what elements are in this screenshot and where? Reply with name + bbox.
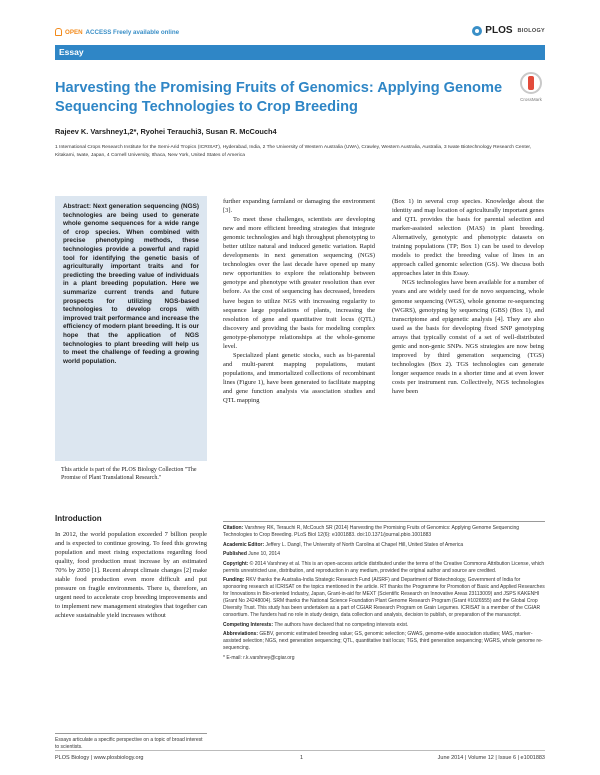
abbrev-text: GEBV, genomic estimated breeding value; GS, genomic selection; GWAS, genome-wide association studies; MAS, marker-assisted selection; NGS, next generation sequencing; QTL, quantitative trait locus; TGS, third generation sequencing; WGRS, whole genome re-sequencing. <box>223 631 543 651</box>
introduction-text: In 2012, the world population exceeded 7 billion people and is expected to continue growing. To feed this growing population and meet rising expectations regarding food quality, food production must increase by an estimated 70% by 2050 [1]. Recent abrupt climate changes [2] make stable food production even more difficult and put pressure on fragile environments. There is, therefore, an urgent need to accelerate crop breeding improvements and to implement new management strategies that together can achieve sustainable yield increases without <box>55 531 207 620</box>
corresponding-email[interactable]: * E-mail: r.k.varshney@cgiar.org <box>223 654 295 661</box>
published-label: Published <box>223 551 247 557</box>
crossmark-badge[interactable] <box>516 72 546 112</box>
funding-label: Funding: <box>223 577 245 583</box>
plos-logo-icon <box>472 26 482 36</box>
section-label: Essay <box>59 47 84 57</box>
competing-text: The authors have declared that no competing interests exist. <box>273 621 409 628</box>
crossmark-label: CrossMark <box>520 97 542 102</box>
academic-editor <box>223 542 545 549</box>
body-paragraph: (Box 1) in several crop species. Knowledge about the identity and map location of agriculturally important genes and QTL provides the basis for parental selection and marker-assisted selection (MAS) in plant breeding. Alternatively, genotypic and phenotypic datasets on training populations (TP; Box 1) can be used to develop models to predict the breeding value of lines in an approach called genomic selection (GS). We discuss both approaches later in this Essay. <box>392 198 544 278</box>
article-title: Harvesting the Promising Fruits of Genomics: Applying Genome Sequencing Technologies to Crop Breeding <box>55 80 503 115</box>
editor-label: Academic Editor: <box>223 541 265 548</box>
brand-name: PLOS <box>485 25 513 36</box>
published-date <box>223 551 545 558</box>
article-metadata <box>223 521 545 664</box>
funding <box>223 577 545 619</box>
funding-text: RKV thanks the Australia-India Strategic Research Fund (AISRF) and Department of Biotechnology, Government of India for sponsoring research at ICRISAT on the topics mentioned in the article. RT thanks the Programme for Promotion of Basic and Applied Researches for Innovations in Bio-oriented Industry, Japan, Grant-in-aid for MEXT (Scientific Research on Innovative Areas 23113009) and JSPS KAKENHI (Grant No 24248004). SRM thanks the National Science Foundation Plant Genome Research Program (Grant #1026555) and the Global Crop Diversity Trust. This study has been undertaken as a part of CGIAR Research Program on Grain Legumes. ICRISAT is a member of the CGIAR consortium. The funders had no role in study design, data collection and analysis, decision to publish, or preparation of the manuscript. <box>223 577 545 618</box>
abbreviations <box>223 631 545 652</box>
crossmark-icon <box>520 72 542 94</box>
abstract-text: Next generation sequencing (NGS) technologies are being used to generate whole genome sequences for a wide range of crop species. When combined with precise phenotyping methods, these technologies provide a powerful and rapid tool for identifying the genetic basis of agriculturally important traits and for predicting the breeding value of individuals in a plant breeding population. Here we summarize current trends and future prospects for utilizing NGS-based technologies to develop crops with improved trait performance and increase the efficiency of modern plant breeding. It is our hope that the application of NGS technologies to plant breeding will help us to meet the challenge of feeding a growing world population. <box>63 203 199 365</box>
open-access-label <box>55 28 179 36</box>
copyright-text: © 2014 Varshney et al. This is an open-access article distributed under the terms of the Creative Commons Attribution License, which permits unrestricted use, distribution, and reproduction in any medium, provided the original author and source are credited. <box>223 560 545 574</box>
competing-interests <box>223 622 545 629</box>
page-footer <box>55 750 545 761</box>
open-lock-icon <box>55 28 62 36</box>
body-paragraph: To meet these challenges, scientists are developing new and more efficient breeding strategies that integrate genomic technologies and high throughput phenotyping to better utilize natural and induced genetic variation. Rapid developments in next generation sequencing (NGS) technologies over the last decade have opened up many new opportunities to explore the relationship between genotype and phenotype with greater resolution than ever before. As the cost of sequencing has decreased, breeders have begun to utilize NGS with increasing regularity to sequence large populations of plants, increasing the resolution of gene and quantitative trait locus (QTL) discovery and providing the basis for modeling complex genotype-phenotype relationships at the whole-genome level. <box>223 216 375 350</box>
citation-text: Varshney RK, Terauchi R, McCouch SR (2014) Harvesting the Promising Fruits of Genomics: Applying Genome Sequencing Technologies to Crop Breeding. PLoS Biol 12(6): e1001883. doi:10.1371/journal.pbio.1001883 <box>223 525 520 538</box>
citation-label: Citation: <box>223 525 244 531</box>
introduction-heading: Introduction <box>55 514 102 523</box>
affiliations: 1 International Crops Research Institute for the Semi-Arid Tropics (ICRISAT), Hyderabad, India, 2 The University of Western Australia (UWA), Crawley, Western Australia, Australia, 3 Iwate Biotechnology Research Center, Kitakami, Iwate, Japan, 4 Cornell University, Ithaca, New York, United States of America <box>55 145 532 158</box>
body-column-2 <box>223 197 375 405</box>
section-bar <box>55 45 545 60</box>
journal-logo[interactable] <box>472 25 545 36</box>
essay-footnote: Essays articulate a specific perspective on a topic of broad interest to scientists. <box>55 733 207 751</box>
abbrev-label: Abbreviations: <box>223 631 259 637</box>
footer-issue: June 2014 | Volume 12 | Issue 6 | e1001883 <box>437 755 545 761</box>
body-paragraph: further expanding farmland or damaging the environment [3]. <box>223 198 375 215</box>
abstract-box <box>55 196 207 461</box>
collection-note-text: This article is part of the PLOS Biology Collection "The Promise of Plant Translational Research." <box>61 467 197 481</box>
abstract <box>63 203 199 366</box>
body-column-3 <box>392 197 544 396</box>
citation <box>223 525 545 539</box>
open-access-rest: ACCESS Freely available online <box>85 28 180 36</box>
footer-journal[interactable]: PLOS Biology | www.plosbiology.org <box>55 755 144 761</box>
author-list: Rajeev K. Varshney1,2*, Ryohei Terauchi3, Susan R. McCouch4 <box>55 127 277 136</box>
abstract-label: Abstract: <box>63 203 92 210</box>
journal-name: BIOLOGY <box>517 27 545 34</box>
open-access-open: OPEN <box>65 28 83 36</box>
body-paragraph: Specialized plant genetic stocks, such as bi-parental and multi-parent mapping populations, mutant populations, and immortalized collections of recombinant lines (Figure 1), have been generated to facilitate mapping and gene function analysis via association studies and QTL mapping <box>223 351 375 405</box>
copyright <box>223 561 545 575</box>
copyright-label: Copyright: <box>223 560 249 567</box>
collection-note <box>55 466 207 506</box>
body-paragraph: NGS technologies have been available for a number of years and are widely used for de novo sequencing, whole genome sequencing (WGS), whole genome re-sequencing (WGRS), genotyping by sequencing (GBS) (Box 1), and transcriptome and epigenetic analysis [4]. They are also used as the basis for developing fixed SNP genotyping arrays that typically consist of a set of well-distributed genic and non-genic SNPs. NGS strategies are now being improved by third generation sequencing (TGS) technologies (Box 2). TGS technologies can generate longer sequence reads in a shorter time and at even lower costs per instrument run. Collectively, NGS technologies have been <box>392 279 544 395</box>
published-text: June 10, 2014 <box>246 551 280 557</box>
editor-text: Jeffery L. Dangl, The University of North Carolina at Chapel Hill, United States of America <box>264 541 464 548</box>
competing-label: Competing Interests: <box>223 621 274 628</box>
page-number: 1 <box>300 755 304 761</box>
